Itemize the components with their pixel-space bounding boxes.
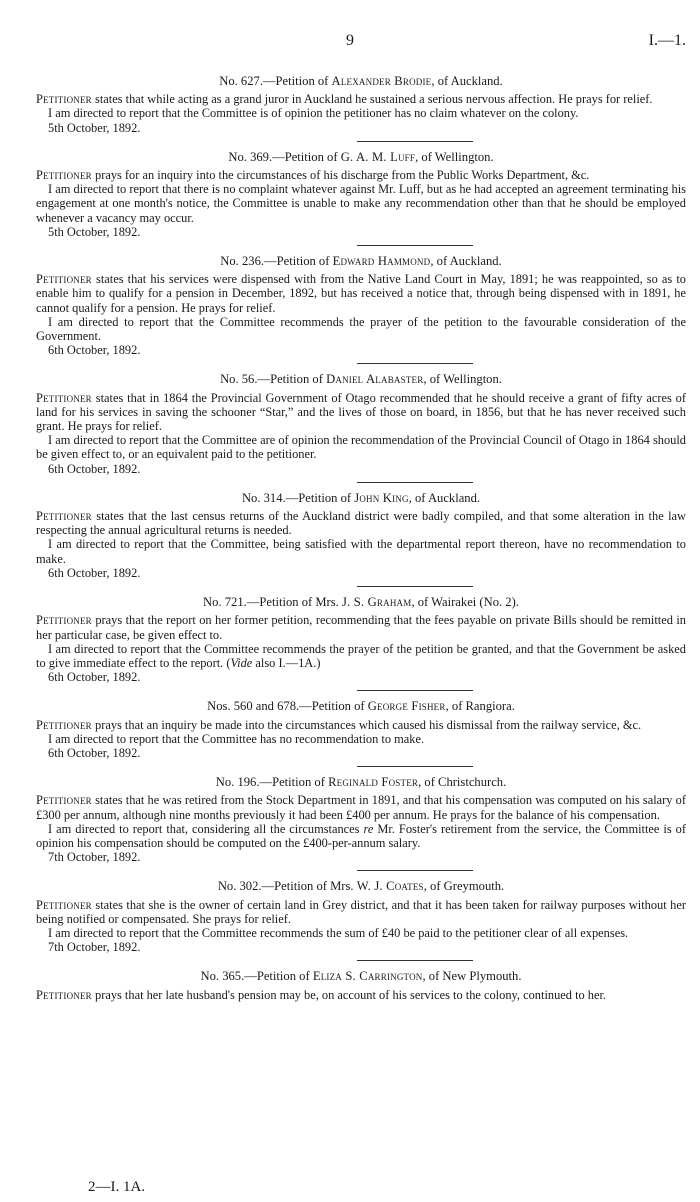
petitioner-name: John King [354,490,409,505]
petition-entry [36,595,686,691]
petition-statement: Petitioner states that he was retired from the Stock Department in 1891, and that his compensation was computed on his salary of £300 per annum, although nine months previously it had been £400 per annum. He prays for the balance of his compensation. [36,793,686,822]
committee-report: I am directed to report that the Committee recommends the sum of £40 be paid to the petitioner clear of all expenses. [48,925,629,940]
divider [357,870,473,871]
committee-report: I am directed to report that the Committee, being satisfied with the departmental report thereon, have no recommendation to make. [36,537,686,566]
petition-entry [36,699,686,767]
petition-list [36,74,686,1008]
report-date: 7th October, 1892. [48,940,141,955]
report-date: 6th October, 1892. [48,745,141,760]
divider [357,141,473,142]
committee-report: I am directed to report that, considering all the circumstances re Mr. Foster's retirement from the service, the Committee is of opinion his compensation should be computed on the £400-per-annum salary. [36,821,686,850]
report-date: 6th October, 1892. [48,565,141,580]
petitioner-name: Reginald Foster [328,775,419,790]
committee-report: I am directed to report that the Committee recommends the prayer of the petition be granted, and that the Government be asked to give immediate effect to the report. (Vide also I.—1A.) [36,641,686,670]
petitioner-name: W. J. Coates [356,879,424,894]
petition-entry [36,372,686,482]
petition-title: No. 314.—Petition of John King, of Auckland. [241,490,481,505]
report-date: 6th October, 1892. [48,461,141,476]
petitioner-name: George Fisher [367,699,446,714]
report-date: 5th October, 1892. [48,224,141,239]
divider [357,960,473,961]
petition-title: No. 302.—Petition of Mrs. W. J. Coates, of Greymouth. [217,879,505,894]
petitioner-name: Eliza S. Carrington [312,969,423,984]
petition-title: No. 236.—Petition of Edward Hammond, of Auckland. [220,254,502,269]
divider [357,245,473,246]
petitioner-name: G. A. M. Luff [340,149,416,164]
petition-title: No. 365.—Petition of Eliza S. Carrington, of New Plymouth. [200,969,522,984]
page-header [36,34,686,54]
divider [357,690,473,691]
petition-statement: Petitioner prays that the report on her former petition, recommending that the fees payable on private Bills should be remitted in her particular case, be given effect to. [36,613,686,642]
petition-entry [36,254,686,364]
petition-statement: Petitioner states that his services were dispensed with from the Native Land Court in May, 1891; he was reappointed, so as to enable him to qualify for a pension in December, 1892, but has received a notice that, through being dispensed with in 1891, he cannot qualify for a pension. He prays for relief. [36,272,686,315]
committee-report: I am directed to report that the Committee has no recommendation to make. [48,731,425,746]
petition-title: No. 721.—Petition of Mrs. J. S. Graham, of Wairakei (No. 2). [203,595,519,610]
petitioner-name: J. S. Graham [341,595,412,610]
committee-report: I am directed to report that there is no complaint whatever against Mr. Luff, but as he had accepted an agreement terminating his engagement at one month's notice, the Committee is unable to make any recommendation other than that he should be employed whenever a vacancy may occur. [36,182,686,225]
page-number: 9 [346,32,354,49]
petition-title: No. 627.—Petition of Alexander Brodie, of Auckland. [219,74,503,88]
petition-statement: Petitioner states that in 1864 the Provincial Government of Otago recommended that he should receive a grant of fifty acres of land for his services in saving the schooner “Star,” and the lives of those on board, in 1856, but that he has never received such grant. He prays for relief. [36,390,686,434]
committee-report: I am directed to report that the Committee are of opinion the recommendation of the Provincial Council of Otago in 1864 should be given effect to, or an equivalent paid to the petitioner. [36,433,686,462]
petition-statement: Petitioner prays that her late husband's pension may be, on account of his services to the colony, continued to her. [36,987,607,1002]
petition-title: No. 196.—Petition of Reginald Foster, of Christchurch. [215,775,507,790]
petition-entry [36,74,686,142]
petition-statement: Petitioner states that the last census returns of the Auckland district were badly compiled, and that some alteration in the law respecting the annual agricultural returns is needed. [36,509,686,538]
report-date: 6th October, 1892. [48,670,141,685]
paper-reference: I.—1. [648,32,686,49]
petition-title: Nos. 560 and 678.—Petition of George Fisher, of Rangiora. [207,699,515,714]
petition-entry [36,150,686,246]
petition-entry [36,879,686,961]
committee-report: I am directed to report that the Committee recommends the prayer of the petition to the favourable consideration of the Government. [36,314,686,344]
signature-mark: 2—I. 1A. [88,1179,146,1195]
petition-entry [36,775,686,871]
petition-entry [36,491,686,587]
petitioner-name: Daniel Alabaster [326,372,424,387]
petitioner-name: Alexander Brodie [331,74,432,88]
committee-report: I am directed to report that the Committee is of opinion the petitioner has no claim whatever on the colony. [48,106,579,121]
petition-title: No. 56.—Petition of Daniel Alabaster, of Wellington. [220,372,502,387]
petitioner-name: Edward Hammond [332,254,431,269]
report-date: 6th October, 1892. [48,343,141,358]
divider [357,766,473,767]
report-date: 5th October, 1892. [48,120,141,135]
divider [357,482,473,483]
report-date: 7th October, 1892. [48,850,141,865]
divider [357,586,473,587]
petition-statement: Petitioner prays that an inquiry be made into the circumstances which caused his dismissal from the railway service, &c. [36,717,642,732]
petition-statement: Petitioner states that she is the owner of certain land in Grey district, and that it has been taken for railway purposes without her being notified or compensated. She prays for relief. [36,897,686,926]
petition-title: No. 369.—Petition of G. A. M. Luff, of Wellington. [228,149,494,164]
petition-entry [36,969,686,1001]
petition-statement: Petitioner states that while acting as a grand juror in Auckland he sustained a serious nervous affection. He prays for relief. [36,92,653,107]
petition-statement: Petitioner prays for an inquiry into the circumstances of his discharge from the Public Works Department, &c. [36,168,590,183]
divider [357,363,473,364]
